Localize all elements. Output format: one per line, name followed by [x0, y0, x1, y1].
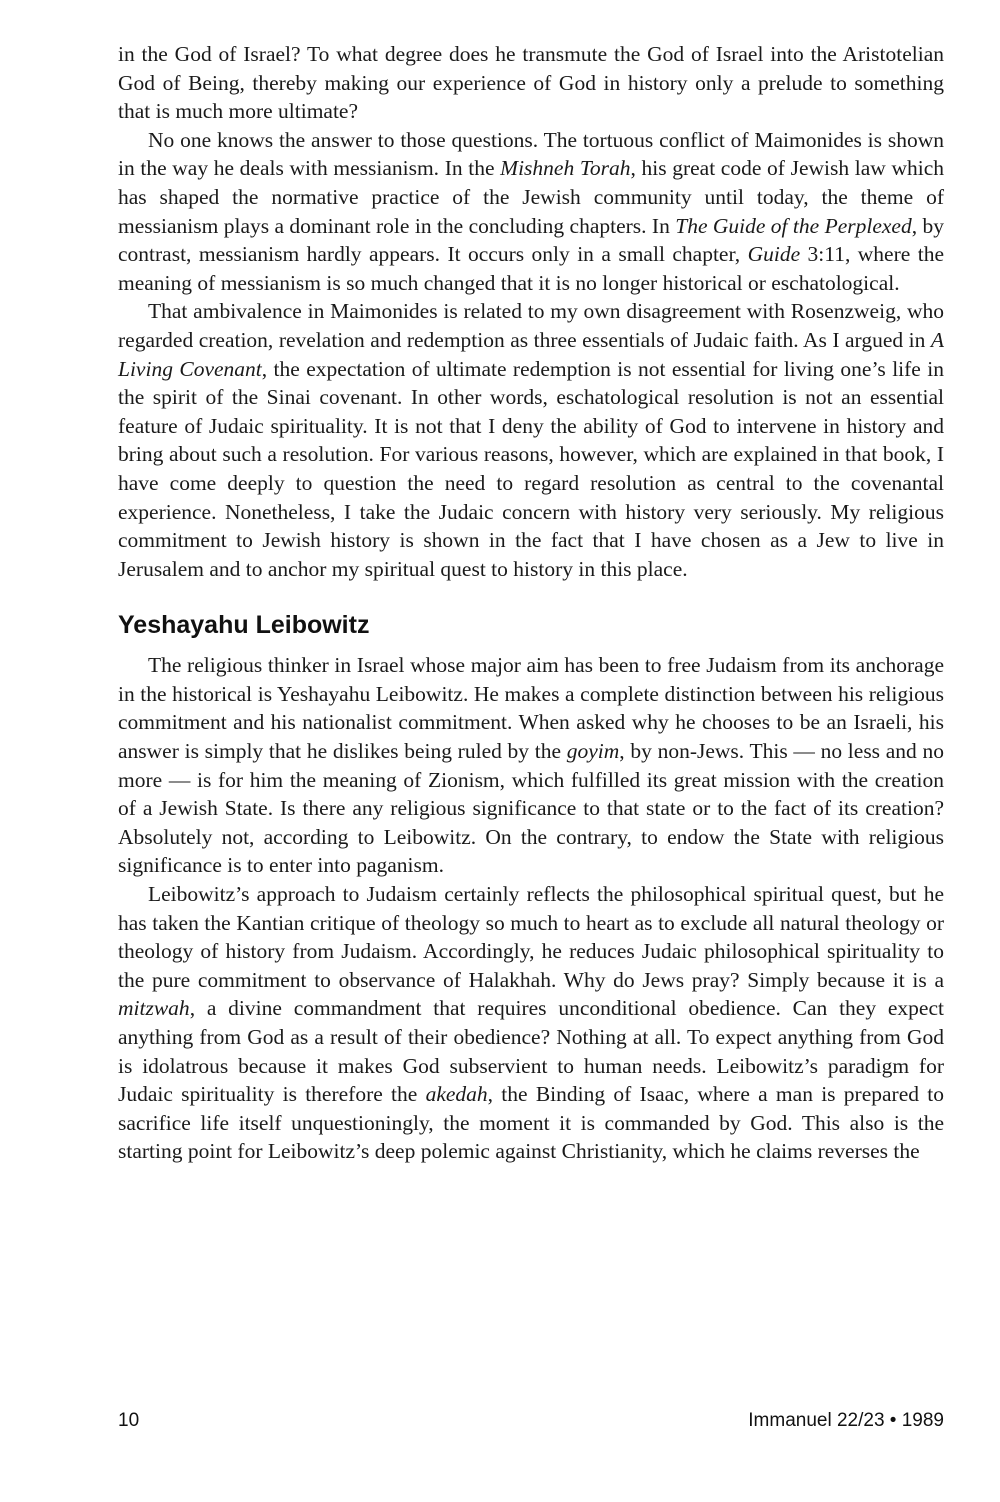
page-body	[118, 40, 944, 1166]
italic-title: The Guide of the Perplexed	[675, 213, 912, 238]
italic-title: Mishneh Torah	[500, 156, 631, 181]
paragraph: Leibowitz’s approach to Judaism certainly reflects the philosophical spiritual quest, but he has taken the Kantian critique of theology so much to heart as to exclude all natural theology or theology of history from Judaism. Accordingly, he reduces Judaic philosophical spirituality to the pure commitment to observance of Halakhah. Why do Jews pray? Simply because it is a mitzwah, a divine commandment that requires unconditional obedience. Can they expect anything from God as a result of their obedience? Nothing at all. To expect anything from God is idolatrous because it makes God subservient to human needs. Leibowitz’s paradigm for Judaic spirituality is therefore the akedah, the Binding of Isaac, where a man is prepared to sacrifice life itself unquestioningly, the moment it is commanded by God. This also is the starting point for Leibowitz’s deep polemic against Christianity, which he claims reverses the	[118, 882, 944, 1164]
paragraph: That ambivalence in Maimonides is related to my own disagreement with Rosenzweig, who regarded creation, revelation and redemption as three essentials of Judaic faith. As I argued in A Living Covenant, the expectation of ultimate redemption is not essential for living one’s life in the spirit of the Sinai covenant. In other words, eschatological resolution is not an essential feature of Judaic spirituality. It is not that I deny the ability of God to intervene in history and bring about such a resolution. For various reasons, however, which are explained in that book, I have come deeply to question the need to regard resolution as central to the covenantal experience. Nonetheless, I take the Judaic concern with history very seriously. My religious commitment to Jewish history is shown in the fact that I have chosen as a Jew to live in Jerusalem and to anchor my spiritual quest to history in this place.	[118, 299, 944, 581]
section-leibowitz	[118, 651, 944, 1166]
paragraph: in the God of Israel? To what degree does he transmute the God of Israel into the Aristotelian God of Being, thereby making our experience of God in history only a prelude to something that is much more ultimate?	[118, 42, 944, 124]
italic-title: A Living Covenant	[118, 327, 944, 381]
italic-title: akedah	[425, 1082, 488, 1107]
section-maimonides	[118, 40, 944, 583]
italic-title: mitzwah	[118, 996, 190, 1021]
italic-title: Guide	[747, 242, 801, 267]
page-footer	[118, 1410, 944, 1432]
journal-citation: Immanuel 22/23 • 1989	[748, 1410, 944, 1431]
paragraph: The religious thinker in Israel whose major aim has been to free Judaism from its anchorage in the historical is Yeshayahu Leibowitz. He makes a complete distinction between his religious commitment and his nationalist commitment. When asked why he chooses to be an Israeli, his answer is simply that he dislikes being ruled by the goyim, by non-Jews. This — no less and no more — is for him the meaning of Zionism, which fulfilled its great mission with the creation of a Jewish State. Is there any religious significance to that state or to the fact of its creation? Absolutely not, according to Leibowitz. On the contrary, to endow the State with religious significance is to enter into paganism.	[118, 653, 944, 878]
italic-title: goyim	[566, 739, 620, 764]
paragraph: No one knows the answer to those questions. The tortuous conflict of Maimonides is shown in the way he deals with messianism. In the Mishneh Torah, his great code of Jewish law which has shaped the normative practice of the Jewish community until today, the theme of messianism plays a dominant role in the concluding chapters. In The Guide of the Perplexed, by contrast, messianism hardly appears. It occurs only in a small chapter, Guide 3:11, where the meaning of messianism is so much changed that it is no longer historical or eschatological.	[118, 127, 944, 295]
section-heading: Yeshayahu Leibowitz	[118, 611, 370, 640]
page-number: 10	[118, 1410, 140, 1431]
